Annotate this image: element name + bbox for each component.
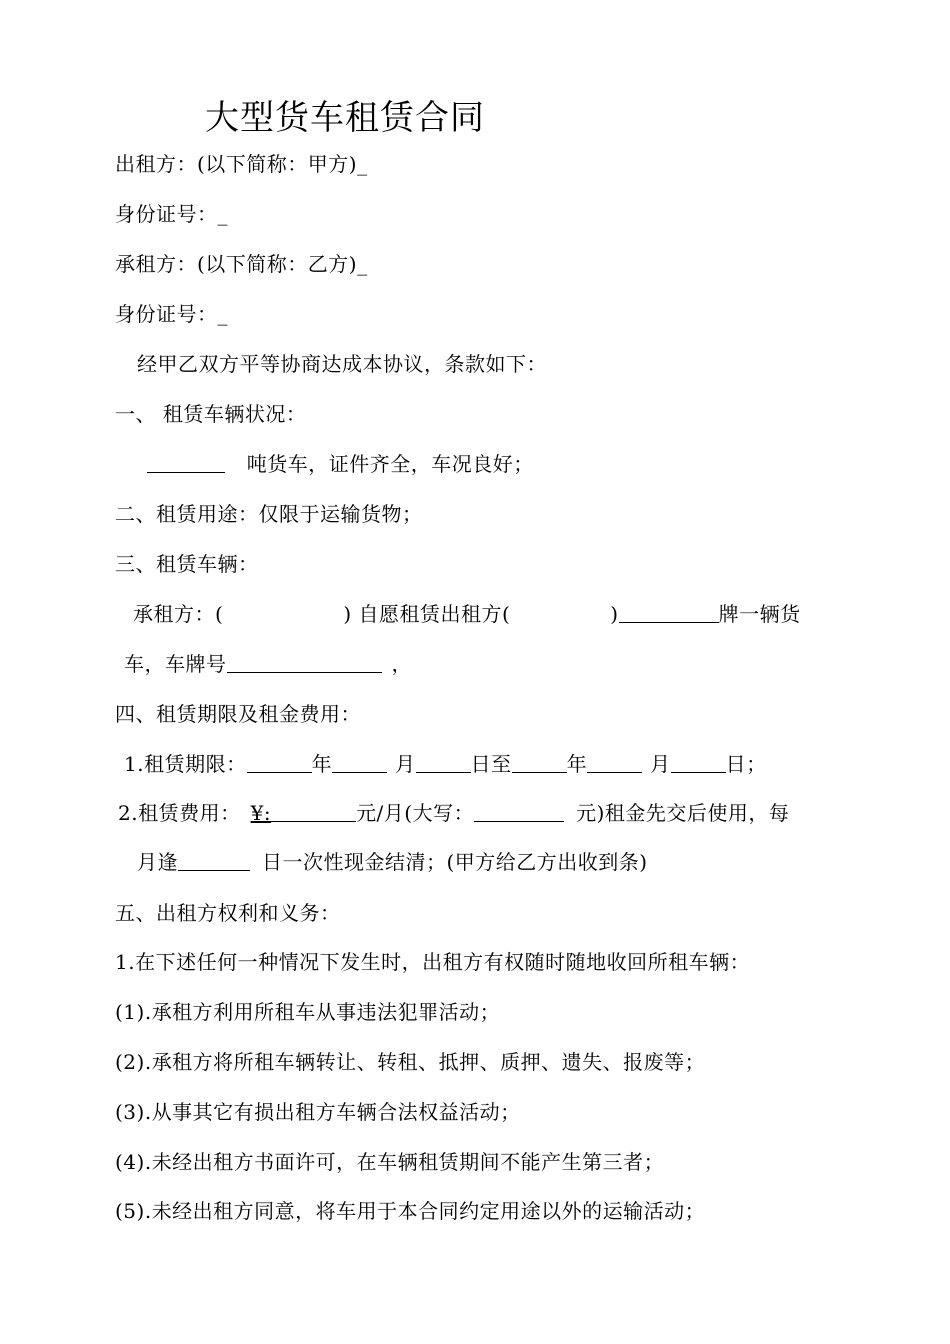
brand-blank [619, 602, 719, 623]
section2-heading: 二、租赁用途：仅限于运输货物； [115, 502, 423, 526]
fee-label: 2.租赁费用： [118, 801, 241, 825]
page-title: 大型货车租赁合同 [205, 98, 485, 138]
brand-suffix: 牌一辆货 [718, 602, 801, 626]
list-item: (5).未经出租方同意，将车用于本合同约定用途以外的运输活动； [115, 1199, 706, 1223]
period-label: 1.租赁期限： [124, 752, 247, 776]
start-month-blank [332, 752, 387, 773]
monthly-prefix: 月逢 [137, 850, 178, 874]
start-year-blank [247, 752, 312, 773]
end-year-blank [512, 752, 567, 773]
period-line [124, 752, 767, 776]
list-item: (1).承租方利用所租车从事违法犯罪活动； [115, 1000, 501, 1024]
section4-heading: 四、租赁期限及租金费用： [115, 702, 361, 726]
fee-capital-blank [474, 801, 564, 822]
list-item: (2).承租方将所租车辆转让、转租、抵押、质押、遗失、报废等； [115, 1050, 706, 1074]
fee-amount-blank [271, 801, 356, 822]
list-item: (3).从事其它有损出租方车辆合法权益活动； [115, 1100, 521, 1124]
day-end-label: 日； [725, 752, 767, 776]
day-to-label: 日至 [470, 752, 512, 776]
tonnage-blank [147, 452, 225, 473]
yen-symbol: ¥: [250, 801, 272, 825]
plate-comma: ， [391, 652, 412, 676]
end-day-blank [671, 752, 726, 773]
section1-body [147, 452, 534, 476]
fee-line [118, 801, 789, 825]
section1-text: 吨货车，证件齐全，车况良好； [246, 452, 534, 476]
per-month-label: 元/月(大写： [356, 801, 475, 825]
lessor-id-line: 身份证号：_ [115, 202, 228, 226]
list-item: (4).未经出租方书面许可，在车辆租赁期间不能产生第三者； [115, 1150, 665, 1174]
section5-heading: 五、出租方权利和义务： [115, 901, 341, 925]
section1-heading: 一、 租赁车辆状况： [115, 402, 307, 426]
section3-line2 [124, 652, 412, 676]
section5-item1: 1.在下述任何一种情况下发生时，出租方有权随时随地收回所租车辆： [115, 950, 751, 974]
intro-text: 经甲乙双方平等协商达成本协议，条款如下： [137, 352, 547, 376]
month-label-2: 月 [650, 752, 671, 776]
lessor-line: 出租方：(以下简称：甲方)_ [115, 152, 368, 176]
lessor-open: ) 自愿租赁出租方( [343, 602, 511, 626]
fee-rest: 元)租金先交后使用，每 [576, 801, 790, 825]
plate-label: 车，车牌号 [124, 652, 227, 676]
monthly-suffix: 日一次性现金结清；(甲方给乙方出收到条) [262, 850, 648, 874]
plate-blank [227, 652, 382, 673]
section3-line1 [133, 602, 801, 626]
pay-day-blank [178, 850, 250, 871]
end-month-blank [587, 752, 642, 773]
lessee-line: 承租方：(以下简称：乙方)_ [115, 252, 368, 276]
month-label: 月 [395, 752, 416, 776]
year-label-2: 年 [566, 752, 588, 776]
lessee-id-line: 身份证号：_ [115, 302, 228, 326]
year-label: 年 [311, 752, 333, 776]
section3-heading: 三、租赁车辆： [115, 552, 259, 576]
monthly-line [137, 850, 648, 874]
start-day-blank [416, 752, 471, 773]
lessor-close: ) [610, 602, 619, 626]
lessee-open: 承租方：( [133, 602, 224, 626]
